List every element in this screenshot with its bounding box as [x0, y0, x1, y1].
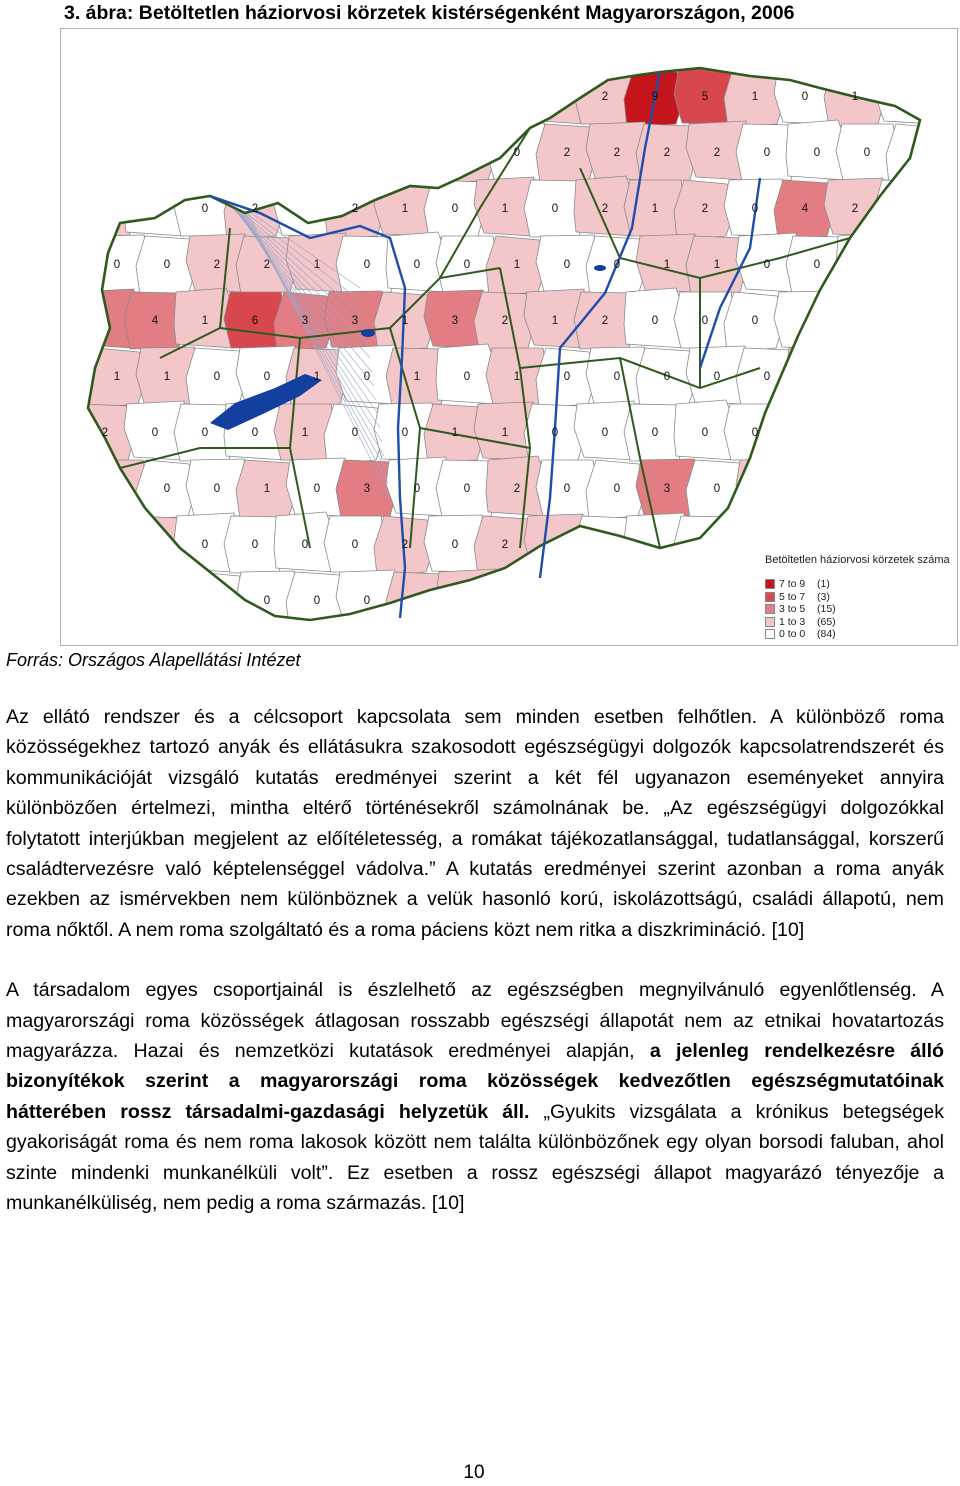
legend-count: (65) [817, 615, 836, 628]
subregion-value-label: 9 [651, 91, 659, 103]
subregion-value-label: 0 [613, 259, 621, 271]
subregion-area [236, 121, 298, 180]
subregion-area [136, 572, 198, 628]
subregion-area [336, 120, 398, 180]
subregion-value-label: 0 [413, 483, 421, 495]
subregion-value-label: 2 [351, 203, 359, 215]
subregion-area [786, 460, 848, 518]
subregion-area [86, 124, 148, 183]
subregion-area [74, 64, 136, 124]
subregion-value-label: 0 [163, 483, 171, 495]
subregion-value-label: 3 [663, 483, 671, 495]
subregion-value-label: 0 [601, 427, 609, 439]
subregion-value-label: 1 [751, 91, 759, 103]
subregion-value-label: 0 [313, 483, 321, 495]
subregion-value-label: 3 [363, 483, 371, 495]
paragraph-2 [6, 975, 944, 1218]
subregion-value-label: 0 [651, 315, 659, 327]
subregion-value-label: 0 [151, 427, 159, 439]
subregion-area [386, 124, 448, 180]
legend-swatch [765, 617, 775, 627]
subregion-value-label: 3 [351, 315, 359, 327]
subregion-value-label: 1 [513, 371, 521, 383]
subregion-value-label: 0 [563, 483, 571, 495]
legend-count: (3) [817, 590, 830, 603]
subregion-area [124, 68, 186, 124]
paragraph-1: Az ellátó rendszer és a célcsoport kapcsolata sem minden esetben felhőtlen. A különböző roma közösségekhez tartozó anyák és ellátásukra szakosodott egészségügyi dolgozók kapcsolatrendszerét és kommunikációját vizsgáló kutatás eredményei szerint a két fél ugyanazon eseményeket annyira különbözően értelmezi, mintha eltérő történésekről számolnának be. „Az egészségügyi dolgozókkal folytatott interjúkban megjelent az előítéletesség, a romákat tájékozatlansággal, tudatlansággal, korszerű családtervezésre való képtelenséggel vádolva.” A kutatás eredményei szerint azonban a roma anyák ezekben az ismérvekben nem különböznek a velük hasonló korú, iskolázottságú, családi állapotú, nem roma nőktől. A nem roma szolgáltató és a roma páciens közt nem ritka a diszkrimináció. [10] [6, 706, 944, 941]
subregion-area [586, 572, 648, 628]
subregion-value-label: 0 [351, 427, 359, 439]
legend-row [765, 591, 959, 604]
subregion-area [886, 460, 948, 517]
subregion-value-label: 2 [501, 539, 509, 551]
figure-source: Forrás: Országos Alapellátási Intézet [6, 650, 301, 670]
subregion-value-label: 0 [363, 595, 371, 607]
subregion-area [474, 68, 536, 125]
subregion-value-label: 0 [513, 147, 521, 159]
legend-range: 5 to 7 [779, 590, 806, 603]
subregion-area [886, 236, 948, 292]
subregion-value-label: 1 [501, 203, 509, 215]
subregion-value-label: 0 [613, 483, 621, 495]
legend-count: (15) [817, 603, 836, 616]
subregion-value-label: 0 [451, 539, 459, 551]
subregion-value-label: 0 [613, 371, 621, 383]
subregion-value-label: 0 [551, 427, 559, 439]
subregion-value-label: 0 [751, 315, 759, 327]
subregion-value-label: 1 [851, 91, 859, 103]
subregion-value-label: 0 [813, 259, 821, 271]
subregion-value-label: 1 [413, 371, 421, 383]
subregion-value-label: 4 [801, 203, 809, 215]
subregion-value-label: 0 [663, 371, 671, 383]
subregion-area [486, 572, 548, 629]
subregion-value-label: 2 [213, 259, 221, 271]
subregion-area [836, 457, 898, 516]
legend-swatch [765, 629, 775, 639]
subregion-value-label: 2 [513, 483, 521, 495]
subregion-value-label: 0 [763, 259, 771, 271]
subregion-value-label: 0 [301, 539, 309, 551]
legend-row [765, 578, 959, 591]
subregion-value-label: 2 [101, 427, 109, 439]
subregion-value-label: 2 [263, 259, 271, 271]
body-text [6, 702, 944, 1219]
subregion-value-label: 1 [313, 371, 321, 383]
paragraph-2-rest: „Gyukits vizsgálata a krónikus betegségek gyakoriságát roma és nem roma lakosok között nem találta különbözőnek egy olyan borsodi faluban, ahol szinte mindenki munkanélküli volt”. Ez esetben a rossz egészségi állapot magyarázó tényezője a munkanélküliség, nem pedig a roma származás. [10] [6, 1100, 944, 1215]
subregion-area [174, 68, 236, 128]
subregion-area [774, 404, 836, 464]
subregion-area [286, 124, 348, 181]
subregion-value-label: 0 [751, 203, 759, 215]
legend-count: (1) [817, 578, 830, 591]
subregion-value-label: 2 [851, 203, 859, 215]
subregion-area [886, 344, 948, 404]
subregion-area [136, 122, 198, 180]
subregion-area [186, 124, 248, 182]
subregion-value-label: 0 [351, 539, 359, 551]
subregion-value-label: 0 [813, 147, 821, 159]
subregion-area [524, 514, 586, 572]
subregion-value-label: 2 [701, 203, 709, 215]
subregion-value-label: 0 [251, 539, 259, 551]
subregion-value-label: 0 [263, 371, 271, 383]
subregion-area [424, 65, 486, 124]
subregion-value-label: 0 [201, 539, 209, 551]
subregion-value-label: 1 [401, 315, 409, 327]
subregion-value-label: 1 [551, 315, 559, 327]
subregion-value-label: 2 [663, 147, 671, 159]
subregion-value-label: 0 [563, 371, 571, 383]
subregion-value-label: 2 [601, 203, 609, 215]
subregion-value-label: 0 [201, 427, 209, 439]
subregion-value-label: 0 [463, 259, 471, 271]
subregion-area [874, 180, 936, 238]
subregion-value-label: 0 [713, 483, 721, 495]
subregion-value-label: 1 [201, 315, 209, 327]
subregion-value-label: 0 [201, 203, 209, 215]
subregion-area [874, 65, 936, 124]
subregion-area [836, 348, 898, 405]
subregion-value-label: 0 [763, 147, 771, 159]
subregion-value-label: 2 [401, 539, 409, 551]
subregion-value-label: 0 [413, 259, 421, 271]
subregion-value-label: 1 [163, 371, 171, 383]
subregion-value-label: 0 [463, 483, 471, 495]
subregion-area [824, 403, 886, 460]
subregion-value-label: 1 [451, 427, 459, 439]
legend-swatch [765, 604, 775, 614]
subregion-value-label: 1 [513, 259, 521, 271]
subregion-area [86, 568, 148, 628]
subregion-value-label: 2 [713, 147, 721, 159]
subregion-value-label: 2 [501, 315, 509, 327]
subregion-area [836, 232, 898, 292]
subregion-value-label: 2 [601, 315, 609, 327]
subregion-area [274, 68, 336, 127]
subregion-value-label: 0 [551, 203, 559, 215]
legend-swatch [765, 579, 775, 589]
subregion-value-label: 0 [751, 427, 759, 439]
subregion-value-label: 0 [701, 427, 709, 439]
legend-title: Betöltetlen háziorvosi körzetek száma [765, 554, 950, 566]
legend-swatch [765, 592, 775, 602]
figure-title: 3. ábra: Betöltetlen háziorvosi körzetek kistérségenként Magyarországon, 2006 [64, 2, 795, 24]
subregion-value-label: 0 [801, 91, 809, 103]
subregion-value-label: 3 [301, 315, 309, 327]
subregion-area [874, 290, 936, 348]
subregion-area [374, 68, 436, 126]
subregion-value-label: 0 [313, 595, 321, 607]
subregion-value-label: 0 [213, 483, 221, 495]
subregion-area [224, 67, 286, 124]
subregion-value-label: 1 [401, 203, 409, 215]
subregion-area [636, 572, 698, 632]
subregion-area [824, 292, 886, 351]
subregion-value-label: 2 [563, 147, 571, 159]
subregion-value-label: 0 [401, 427, 409, 439]
legend-count: (84) [817, 628, 836, 641]
subregion-area [536, 568, 598, 628]
paragraph-2-bold: a jelenleg rendelkezésre álló bizonyítékok szerint a magyarországi roma közösségek kedvezőtlen egészségmutatóinak hátterében rossz társadalmi-gazdasági helyzetük áll. [6, 1040, 944, 1123]
subregion-value-label: 0 [363, 259, 371, 271]
subregion-value-label: 2 [601, 91, 609, 103]
subregion-value-label: 0 [451, 203, 459, 215]
subregion-area [686, 571, 748, 628]
subregion-area [186, 572, 248, 632]
subregion-value-label: 2 [613, 147, 621, 159]
legend-range: 1 to 3 [779, 615, 806, 628]
page-number: 10 [463, 1462, 485, 1483]
subregion-area [786, 345, 848, 404]
subregion-value-label: 0 [651, 427, 659, 439]
legend-row [765, 628, 959, 641]
subregion-value-label: 0 [713, 371, 721, 383]
subregion-value-label: 1 [713, 259, 721, 271]
subregion-value-label: 4 [151, 315, 159, 327]
subregion-value-label: 0 [763, 371, 771, 383]
subregion-area [74, 514, 136, 572]
subregion-value-label: 1 [501, 427, 509, 439]
subregion-value-label: 0 [251, 427, 259, 439]
subregion-value-label: 0 [863, 147, 871, 159]
subregion-area [324, 66, 386, 124]
subregion-value-label: 0 [363, 371, 371, 383]
subregion-value-label: 6 [251, 315, 259, 327]
subregion-value-label: 2 [251, 203, 259, 215]
subregion-value-label: 0 [463, 371, 471, 383]
subregion-value-label: 0 [701, 315, 709, 327]
subregion-value-label: 5 [701, 91, 709, 103]
legend-range: 0 to 0 [779, 628, 806, 641]
subregion-value-label: 0 [213, 371, 221, 383]
subregion-value-label: 1 [113, 371, 121, 383]
subregion-value-label: 1 [301, 427, 309, 439]
paragraph-2-intro: A társadalom egyes csoportjainál is észlelhető az egészségben megnyilvánuló egyenlőtlenség. A magyarországi roma közösségek átlagosan rosszabb egészségi állapotát nem az etnikai hovatartozás magyarázza. Hazai és nemzetközi kutatások eredményei alapján, [6, 979, 944, 1063]
subregion-value-label: 1 [263, 483, 271, 495]
map-legend [765, 554, 959, 641]
subregion-value-label: 0 [563, 259, 571, 271]
legend-range: 7 to 9 [779, 578, 806, 591]
subregion-value-label: 1 [651, 203, 659, 215]
subregion-value-label: 0 [163, 259, 171, 271]
subregion-area [436, 569, 498, 628]
subregion-area [674, 516, 736, 573]
legend-row [765, 603, 959, 616]
subregion-value-label: 3 [451, 315, 459, 327]
subregion-value-label: 1 [663, 259, 671, 271]
legend-row [765, 616, 959, 629]
subregion-area [874, 404, 936, 463]
subregion-value-label: 0 [263, 595, 271, 607]
legend-range: 3 to 5 [779, 603, 806, 616]
subregion-value-label: 1 [313, 259, 321, 271]
subregion-value-label: 0 [113, 259, 121, 271]
